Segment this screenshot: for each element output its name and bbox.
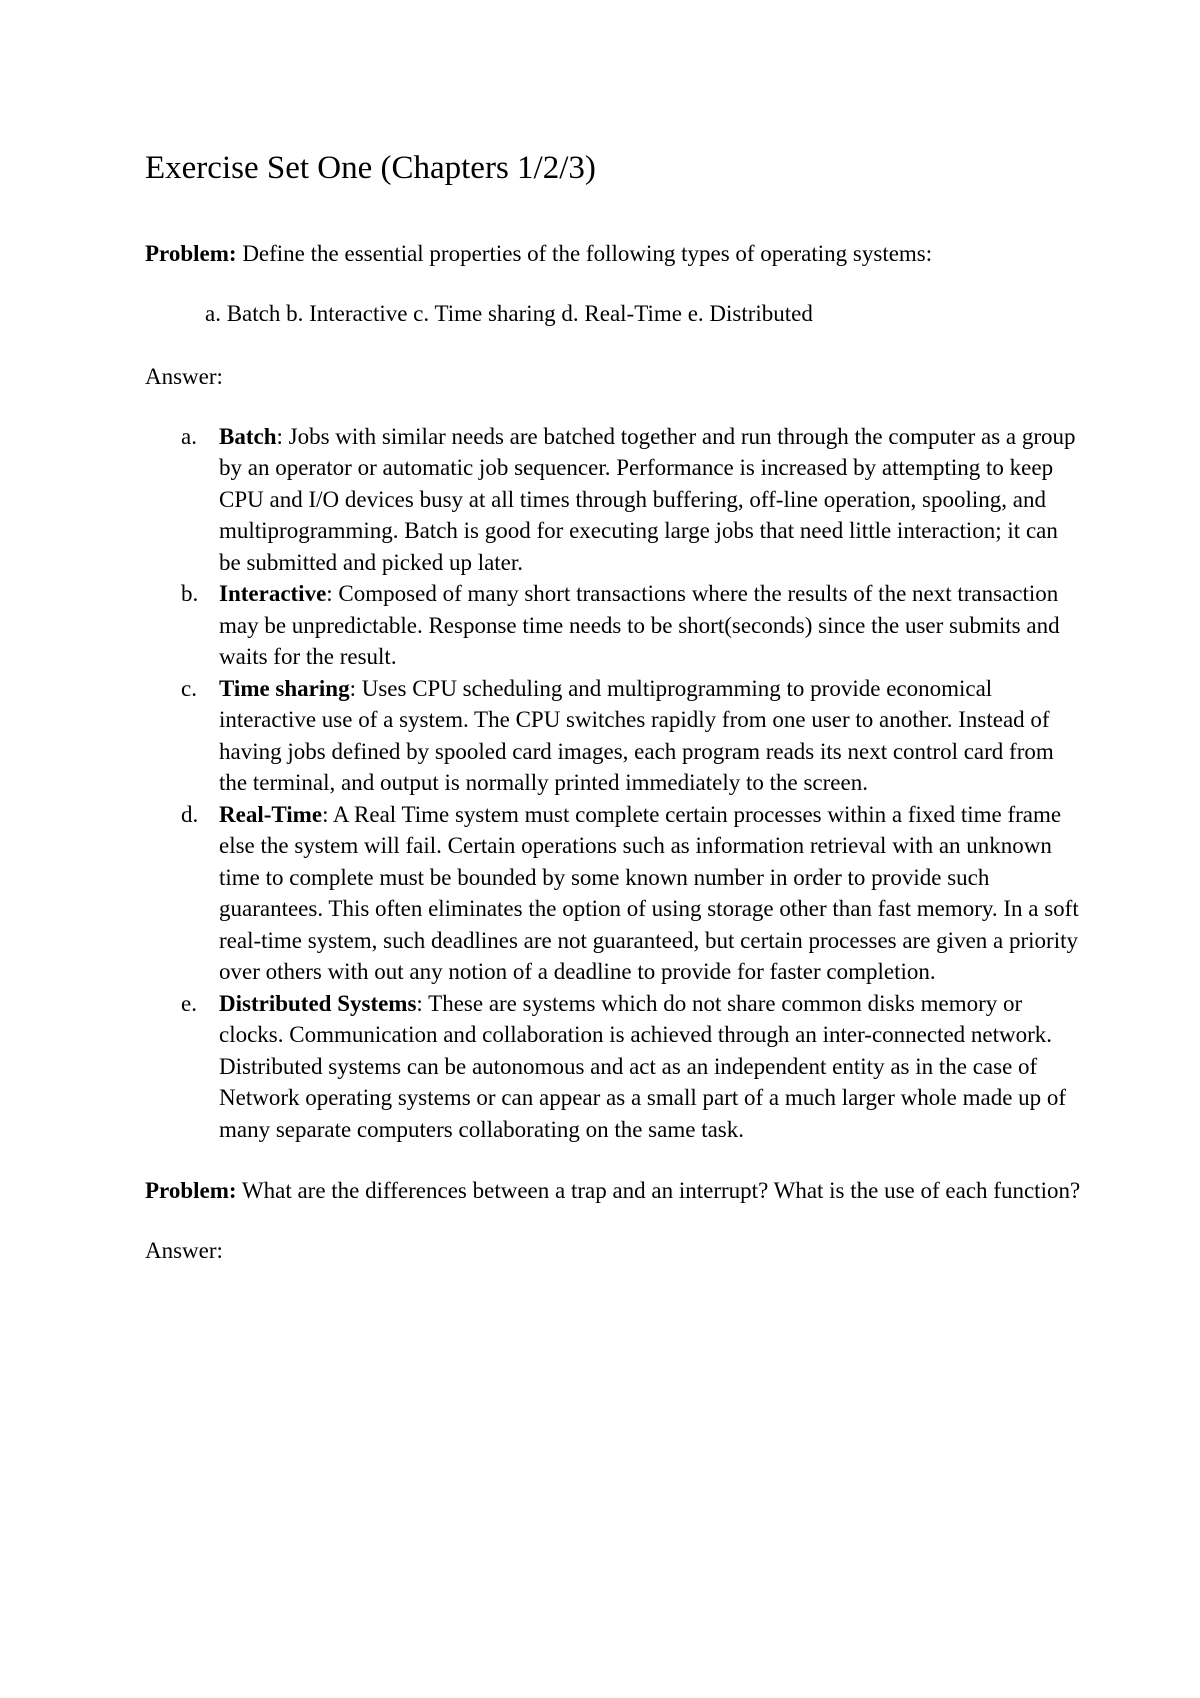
answer-item-text: : Jobs with similar needs are batched together and run through the computer as a group by an operator or automatic job sequencer. Performance is increased by attempting to keep CPU and I/O devices busy at all times through buffering, off-line operation, spooling, and multiprogramming. Batch is good for executing large jobs that need little interaction; it can be submitted and picked up later.: [219, 423, 1076, 575]
problem-1: [145, 238, 1085, 270]
answer-item-term: Real-Time: [219, 801, 323, 827]
problem-1-text: Define the essential properties of the following types of operating systems:: [236, 241, 933, 266]
answer-item-interactive: [145, 578, 1085, 673]
answer-item-term: Interactive: [219, 581, 327, 606]
answer-item-marker: c.: [181, 675, 197, 701]
answer-item-text: : Uses CPU scheduling and multiprogramming to provide economical interactive use of a system. The CPU switches rapidly from one user to another. Instead of having jobs defined by spooled card images, each program reads its next control card from the terminal, and output is normally printed immediately to the screen.: [219, 675, 1054, 795]
answer-item-time-sharing: [145, 673, 1085, 799]
answer-item-text: : A Real Time system must complete certain processes within a fixed time frame else the system will fail. Certain operations such as information retrieval with an unknown time to complete must be bounded by some known number in order to provide such guarantees. This often eliminates the option of using storage other than fast memory. In a soft real-time system, such deadlines are not guaranteed, but certain processes are given a priority over others with out any notion of a deadline to provide for faster completion.: [219, 801, 1079, 984]
answer-list: [145, 421, 1085, 1146]
answer-item-real-time: [145, 799, 1085, 988]
problem-2-label: Problem:: [145, 1178, 237, 1203]
answer-item-marker: a.: [181, 423, 197, 449]
document-body: [145, 148, 1085, 1294]
answer-item-marker: e.: [181, 990, 197, 1016]
answer-item-marker: d.: [181, 801, 199, 827]
answer-item-term: Distributed Systems: [219, 990, 417, 1016]
answer-item-marker: b.: [181, 581, 199, 606]
page-title: Exercise Set One (Chapters 1/2/3): [145, 150, 596, 186]
answer-item-distributed: [145, 988, 1085, 1146]
problem-1-label: Problem:: [145, 241, 237, 266]
problem-2-text: What are the differences between a trap and an interrupt? What is the use of each function?: [236, 1178, 1081, 1203]
problem-1-answer-label: Answer:: [145, 364, 223, 389]
problem-2: [145, 1175, 1085, 1207]
answer-item-batch: [145, 421, 1085, 579]
problem-2-answer-label: Answer:: [145, 1237, 223, 1263]
answer-item-term: Time sharing: [219, 675, 350, 701]
problem-1-options: a. Batch b. Interactive c. Time sharing d. Real-Time e. Distributed: [205, 300, 813, 326]
answer-item-term: Batch: [219, 423, 277, 449]
answer-item-text: : Composed of many short transactions where the results of the next transaction may be unpredictable. Response time needs to be short(seconds) since the user submits and waits for the result.: [219, 581, 1060, 669]
answer-item-text: : These are systems which do not share common disks memory or clocks. Communication and collaboration is achieved through an inter-connected network. Distributed systems can be autonomous and act as an independent entity as in the case of Network operating systems or can appear as a small part of a much larger whole made up of many separate computers collaborating on the same task.: [219, 990, 1067, 1142]
